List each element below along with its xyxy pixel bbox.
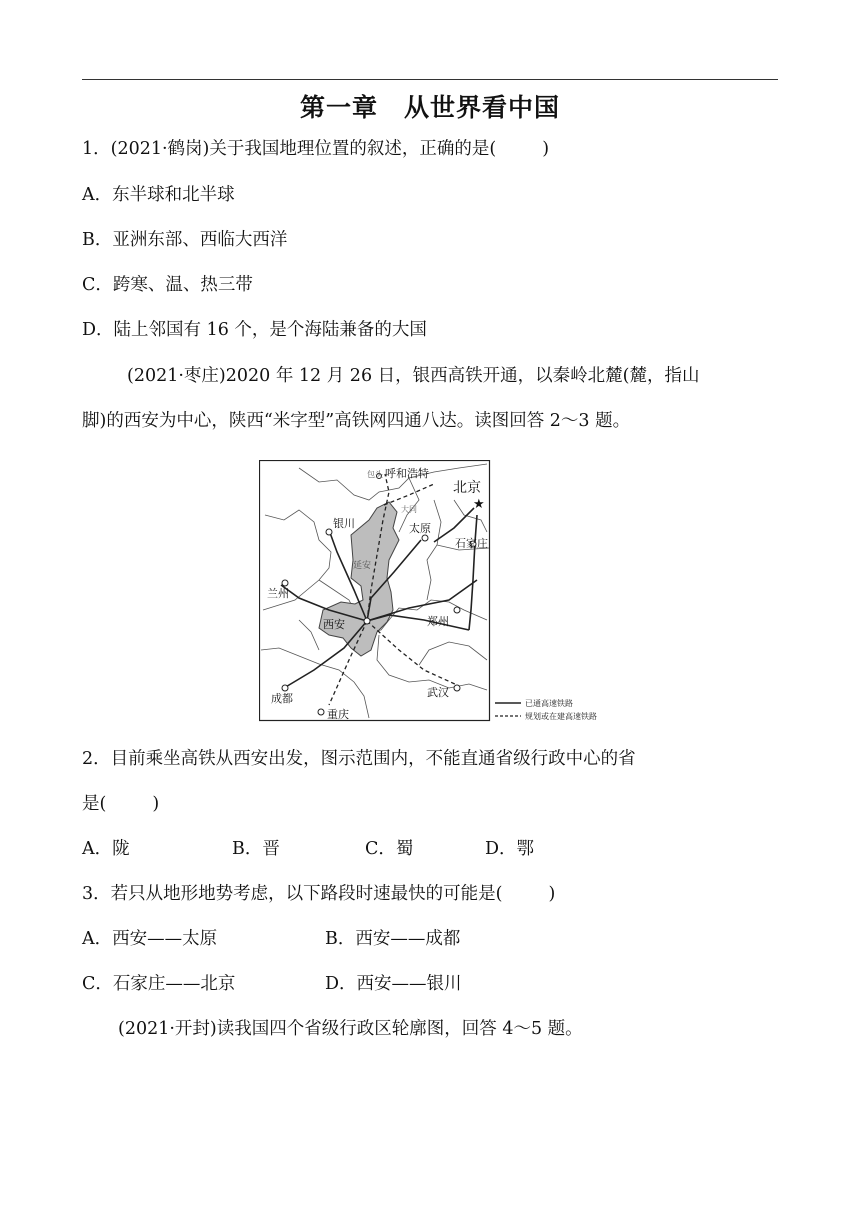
q1-stem-text: 1．(2021·鹤岗)关于我国地理位置的叙述，正确的是( [82,139,497,159]
label-chengdu: 成都 [271,692,293,705]
label-xian: 西安 [323,618,345,631]
label-yinchuan: 银川 [333,517,355,530]
legend-built-label: 已通高速铁路 [525,699,573,708]
label-beijing: 北京 [453,480,481,496]
q1-option-d: D．陆上邻国有 16 个，是个海陆兼备的大国 [82,320,427,340]
q2-stem-line2 [82,793,159,815]
q3-option-c: C．石家庄——北京 [82,974,236,994]
map-legend [495,698,597,721]
q1-stem-close: ) [542,139,550,159]
yinchuan-marker [326,529,332,535]
q3-stem-text: 3．若只从地形地势考虑，以下路段时速最快的可能是( [82,884,503,904]
chongqing-marker [318,709,324,715]
lanzhou-marker [282,580,288,586]
material2-line: (2021·开封)读我国四个省级行政区轮廓图，回答 4～5 题。 [118,1019,583,1039]
material1-line1: (2021·枣庄)2020 年 12 月 26 日，银西高铁开通，以秦岭北麓(麓，指山 [127,366,700,386]
legend-planned-label: 规划或在建高速铁路 [525,712,597,721]
q2-option-d: D．鄂 [485,839,535,859]
q2-stem-text: 是( [82,794,107,814]
taiyuan-marker [422,535,428,541]
chapter-title: 第一章 从世界看中国 [299,93,560,122]
header-rule [82,79,778,80]
label-datong: 大同 [401,505,417,514]
label-baotou: 包头 [367,470,383,479]
material1-line2: 脚)的西安为中心，陕西“米字型”高铁网四通八达。读图回答 2～3 题。 [82,411,631,431]
wuhan-marker [454,685,460,691]
capital-star-icon: ★ [473,497,485,512]
q3-stem-close: ) [548,884,556,904]
q3-stem [82,883,555,905]
label-zhengzhou: 郑州 [427,615,449,628]
q3-option-a: A．西安——太原 [82,929,218,949]
label-taiyuan: 太原 [409,522,431,535]
label-hohhot: 呼和浩特 [385,467,429,480]
zhengzhou-marker [454,607,460,613]
q2-stem-close: ) [152,794,160,814]
q2-option-b: B．晋 [232,839,280,859]
label-chongqing: 重庆 [327,708,349,721]
label-wuhan: 武汉 [427,686,449,699]
q1-option-c: C．跨寒、温、热三带 [82,275,253,295]
q3-option-b: B．西安——成都 [325,929,461,949]
q3-option-d: D．西安——银川 [325,974,462,994]
xian-marker [364,618,370,624]
q1-option-b: B．亚洲东部、西临大西洋 [82,230,288,250]
label-yanan: 延安 [353,561,372,571]
q2-option-a: A．陇 [82,839,130,859]
label-lanzhou: 兰州 [267,587,289,600]
label-shijiazhuang: 石家庄 [455,537,488,550]
q1-stem [82,138,549,160]
q2-option-c: C．蜀 [365,839,414,859]
q2-stem-line1: 2．目前乘坐高铁从西安出发，图示范围内，不能直通省级行政中心的省 [82,749,636,769]
chengdu-marker [282,685,288,691]
q1-option-a: A．东半球和北半球 [82,185,235,205]
railway-map [259,460,619,722]
